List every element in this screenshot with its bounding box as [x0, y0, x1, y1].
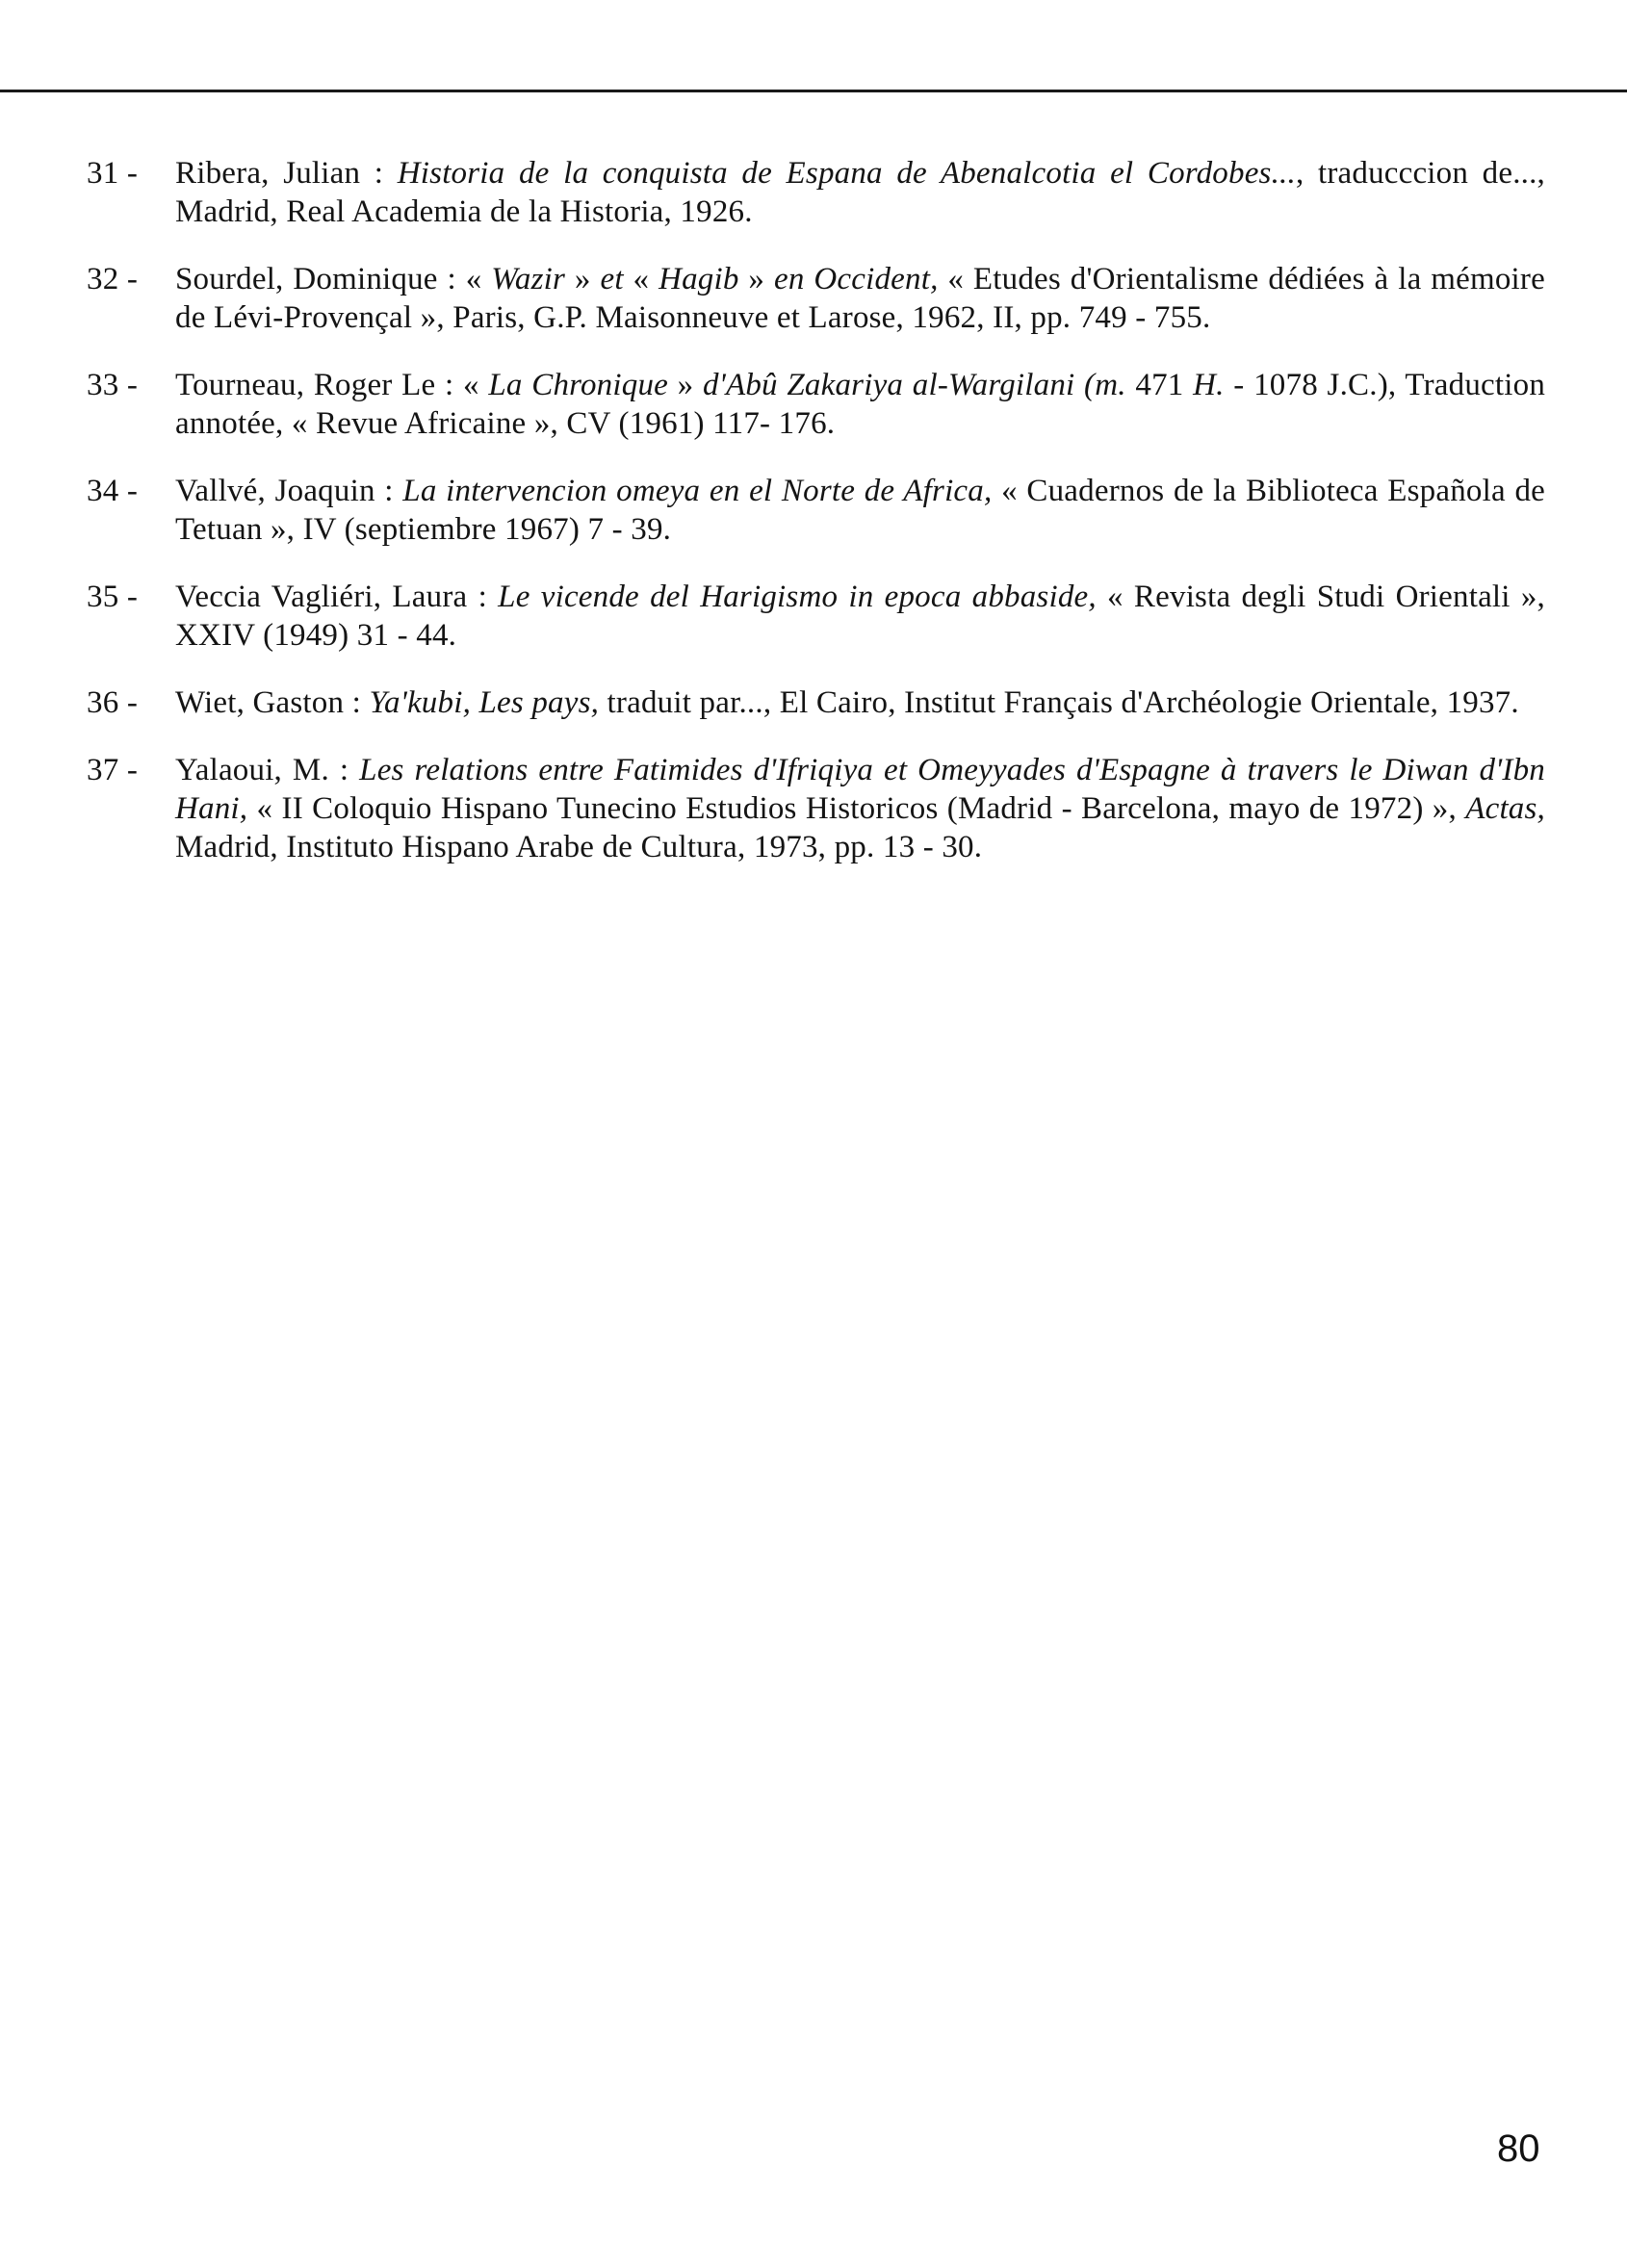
entry-title: La Chronique: [488, 368, 668, 402]
entry-publication: « Etudes d'Orientalisme dédiées à la mémoire de Lévi-Provençal », Paris, G.P. Maisonneuve et Larose, 1962, II, pp. 749 - 755.: [175, 262, 1545, 335]
entry-publication: « Revista degli Studi Orientali », XXIV (1949) 31 - 44.: [175, 580, 1546, 653]
entry-text-part: «: [623, 262, 659, 296]
entry-publication: Madrid, Instituto Hispano Arabe de Cultura, 1973, pp. 13 - 30.: [175, 830, 983, 864]
entry-text: [175, 154, 1545, 231]
bibliography-entry: [87, 366, 1545, 443]
entry-text: [175, 472, 1545, 549]
entry-publication: « Cuadernos de la Biblioteca Española de Tetuan », IV (septiembre 1967) 7 - 39.: [175, 474, 1545, 547]
entry-number: 34 -: [87, 474, 139, 508]
entry-title: H.: [1193, 368, 1225, 402]
bibliography-list: [87, 154, 1545, 895]
entry-title: et: [600, 262, 624, 296]
entry-publication: , traducccion de..., Madrid, Real Academia de la Historia, 1926.: [175, 156, 1546, 229]
entry-text: [175, 683, 1545, 722]
entry-title: Les relations entre Fatimides d'Ifriqiya et Omeyyades d'Espagne à travers le Diwan d'Ibn Hani,: [175, 753, 1545, 826]
entry-author: Yalaoui, M. :: [175, 753, 360, 787]
top-rule: [0, 90, 1627, 92]
entry-number: 36 -: [87, 685, 139, 720]
entry-text-part: »: [668, 368, 703, 402]
entry-author: Tourneau, Roger Le : «: [175, 368, 489, 402]
bibliography-entry: [87, 578, 1545, 655]
entry-author: Veccia Vagliéri, Laura :: [175, 580, 499, 614]
entry-author: Vallvé, Joaquin :: [175, 474, 403, 508]
entry-title: d'Abû Zakariya al-Wargilani (m.: [703, 368, 1126, 402]
entry-number: 32 -: [87, 262, 139, 296]
entry-title: en Occident,: [773, 262, 939, 296]
entry-title: La intervencion omeya en el Norte de Africa,: [402, 474, 993, 508]
entry-number: 37 -: [87, 753, 139, 787]
entry-title: Historia de la conquista de Espana de Abenalcotia el Cordobes...: [397, 156, 1296, 191]
entry-number: 33 -: [87, 368, 139, 402]
entry-title: Le vicende del Harigismo in epoca abbaside,: [498, 580, 1097, 614]
entry-publication: traduit par..., El Cairo, Institut Français d'Archéologie Orientale, 1937.: [599, 685, 1519, 720]
bibliography-entry: [87, 154, 1545, 231]
entry-text: [175, 578, 1545, 655]
entry-title: Actas,: [1465, 791, 1545, 826]
entry-text: [175, 751, 1545, 866]
entry-author: Wiet, Gaston :: [175, 685, 370, 720]
entry-text: [175, 366, 1545, 443]
entry-text-part: »: [565, 262, 601, 296]
bibliography-entry: [87, 260, 1545, 337]
entry-title: Hagib: [659, 262, 739, 296]
entry-author: Sourdel, Dominique : «: [175, 262, 492, 296]
bibliography-entry: [87, 472, 1545, 549]
page-number: 80: [1497, 2127, 1540, 2170]
entry-title: Wazir: [491, 262, 566, 296]
entry-number: 35 -: [87, 580, 139, 614]
entry-text-part: 471: [1125, 368, 1194, 402]
entry-title: Ya'kubi, Les pays,: [369, 685, 600, 720]
entry-text-part: « II Coloquio Hispano Tunecino Estudios Historicos (Madrid - Barcelona, mayo de 1972) »,: [247, 791, 1466, 826]
bibliography-entry: [87, 751, 1545, 866]
entry-number: 31 -: [87, 156, 139, 191]
bibliography-entry: [87, 683, 1545, 722]
entry-text-part: »: [738, 262, 774, 296]
entry-author: Ribera, Julian :: [175, 156, 398, 191]
entry-publication: - 1078 J.C.), Traduction annotée, « Revue Africaine », CV (1961) 117- 176.: [175, 368, 1546, 441]
entry-text: [175, 260, 1545, 337]
